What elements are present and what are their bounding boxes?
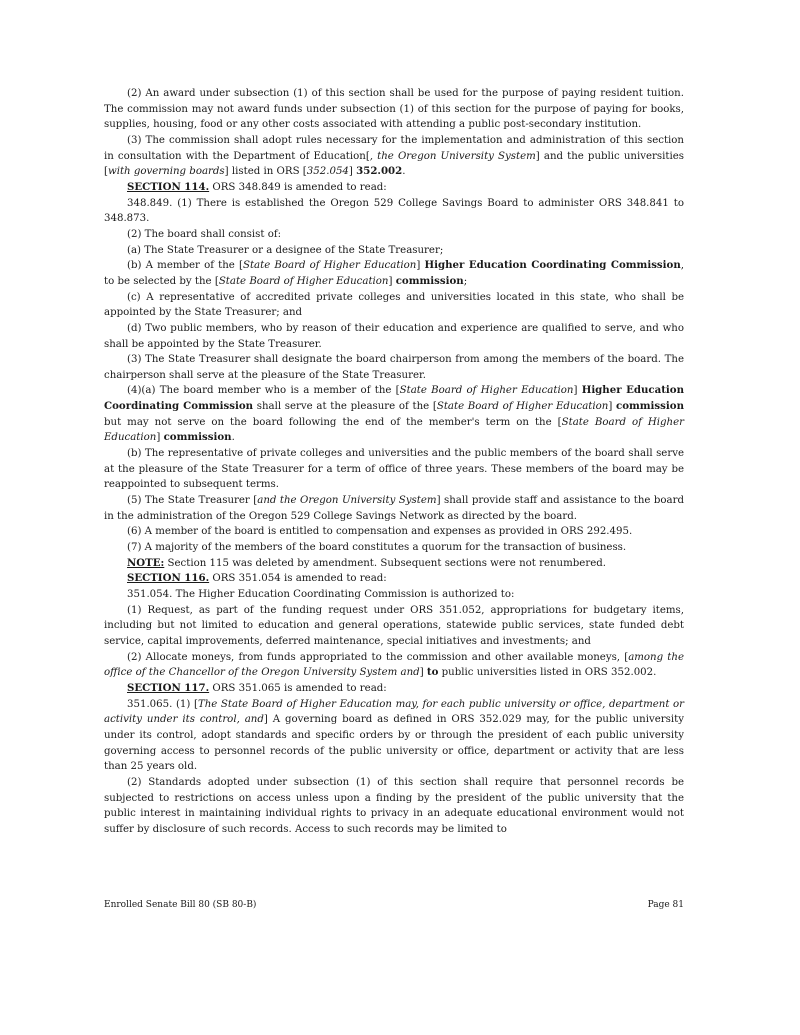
- deleted-text: State Board of Higher Education: [436, 401, 609, 413]
- text-run: (7) A majority of the members of the board constitutes a quorum for the transaction of business.: [127, 542, 627, 554]
- document-body: [104, 86, 684, 838]
- paragraph: [104, 258, 684, 289]
- paragraph: [104, 352, 684, 383]
- section-heading: SECTION 117.: [127, 681, 210, 694]
- text-run: ]: [348, 166, 357, 178]
- added-text: commission: [395, 274, 464, 287]
- paragraph: [104, 290, 684, 321]
- text-run: (2) An award under subsection (1) of this section shall be used for the purpose of paying resident tuition. The commission may not award funds under subsection (1) of this section for the purpose of paying for books, supplies, housing, food or any other costs associated with attending a public post-secondary institution.: [104, 88, 684, 131]
- added-text: commission: [616, 400, 684, 413]
- text-run: (1) Request, as part of the funding request under ORS 351.052, appropriations for budgetary items, including but not limited to education and general operations, statewide public services, state funded debt service, capital improvements, deferred maintenance, special initiatives and investments; and: [104, 604, 684, 647]
- deleted-text: State Board of Higher Education: [242, 260, 417, 272]
- text-run: ]: [573, 385, 582, 397]
- added-text: Higher Education Coordinating Commission: [424, 259, 681, 272]
- text-run: shall serve at the pleasure of the [: [253, 401, 437, 413]
- paragraph: [104, 681, 684, 697]
- text-run: .: [402, 166, 406, 178]
- deleted-text: , the Oregon University System: [369, 150, 536, 162]
- paragraph: [104, 524, 684, 540]
- paragraph: [104, 540, 684, 556]
- deleted-text: State Board of Higher Education: [104, 416, 684, 444]
- text-run: ORS 351.065 is amended to read:: [209, 682, 387, 694]
- paragraph: [104, 587, 684, 603]
- page-footer: [104, 900, 684, 910]
- paragraph: [104, 556, 684, 572]
- footer-bill-name: Enrolled Senate Bill 80 (SB 80-B): [104, 900, 257, 910]
- paragraph: [104, 650, 684, 681]
- text-run: (2) The board shall consist of:: [127, 228, 282, 240]
- text-run: , to be selected by the [: [104, 260, 684, 287]
- text-run: ]: [416, 260, 425, 272]
- paragraph: [104, 571, 684, 587]
- text-run: (2) Allocate moneys, from funds appropriated to the commission and other available moneys, [: [127, 651, 629, 663]
- text-run: .: [231, 432, 235, 444]
- paragraph: [104, 603, 684, 650]
- text-run: ] listed in ORS [: [224, 166, 307, 178]
- section-heading: SECTION 116.: [127, 572, 210, 585]
- section-heading: NOTE:: [127, 556, 165, 569]
- added-text: 352.002: [356, 165, 403, 178]
- paragraph: [104, 321, 684, 352]
- text-run: (6) A member of the board is entitled to compensation and expenses as provided in ORS 292.495.: [127, 526, 633, 538]
- text-run: 351.065. (1) [: [127, 698, 198, 710]
- deleted-text: with governing boards: [107, 166, 225, 178]
- deleted-text: among the office of the Chancellor of the Oregon University System and: [104, 651, 684, 679]
- text-run: 348.849. (1) There is established the Oregon 529 College Savings Board to administer ORS 348.841 to 348.873.: [104, 197, 684, 225]
- text-run: ]: [388, 275, 396, 287]
- text-run: ;: [463, 275, 468, 287]
- text-run: 351.054. The Higher Education Coordinating Commission is authorized to:: [127, 589, 515, 600]
- added-text: commission: [163, 431, 232, 444]
- text-run: (b) A member of the [: [127, 260, 243, 272]
- text-run: (c) A representative of accredited private colleges and universities located in this state, who shall be appointed by the State Treasurer; and: [104, 291, 684, 319]
- text-run: (3) The commission shall adopt rules necessary for the implementation and administration of this section in consultation with the Department of Education[: [104, 134, 684, 162]
- deleted-text: State Board of Higher Education: [399, 385, 574, 397]
- footer-page-number: Page 81: [647, 900, 684, 910]
- text-run: ] and the public universities [: [104, 150, 684, 178]
- text-run: but may not serve on the board following the end of the member's term on the [: [104, 416, 562, 428]
- text-run: ]: [608, 401, 616, 413]
- paragraph: [104, 383, 684, 446]
- paragraph: [104, 493, 684, 524]
- deleted-text: 352.054: [306, 166, 349, 178]
- text-run: (5) The State Treasurer [: [127, 495, 258, 507]
- paragraph: [104, 196, 684, 227]
- deleted-text: and the Oregon University System: [257, 495, 437, 507]
- paragraph: [104, 446, 684, 493]
- text-run: ]: [156, 432, 164, 444]
- text-run: ] shall provide staff and assistance to the board in the administration of the Oregon 529 College Savings Network as directed by the board.: [104, 495, 685, 522]
- text-run: (b) The representative of private colleges and universities and the public members of the board shall serve at the pleasure of the State Treasurer for a term of office of three years. These members of the board may be reappointed to subsequent terms.: [104, 448, 684, 491]
- text-run: ORS 348.849 is amended to read:: [209, 181, 387, 193]
- text-run: (d) Two public members, who by reason of their education and experience are qualified to serve, and who shall be appointed by the State Treasurer.: [104, 322, 684, 350]
- deleted-text: The State Board of Higher Education may, for each public university or office, department or activity under its control, and: [104, 698, 684, 726]
- added-text: to: [426, 666, 439, 679]
- text-run: (4)(a) The board member who is a member of the [: [127, 385, 400, 397]
- text-run: ORS 351.054 is amended to read:: [209, 573, 387, 585]
- paragraph: [104, 227, 684, 243]
- text-run: (3) The State Treasurer shall designate the board chairperson from among the members of the board. The chairperson shall serve at the pleasure of the State Treasurer.: [104, 354, 684, 381]
- paragraph: [104, 133, 684, 180]
- paragraph: [104, 243, 684, 259]
- paragraph: [104, 180, 684, 196]
- text-run: Section 115 was deleted by amendment. Subsequent sections were not renumbered.: [164, 557, 606, 569]
- paragraph: [104, 86, 684, 133]
- added-text: Higher Education Coordinating Commission: [104, 384, 685, 413]
- paragraph: [104, 697, 684, 775]
- section-heading: SECTION 114.: [127, 180, 210, 193]
- text-run: public universities listed in ORS 352.002.: [438, 667, 657, 679]
- text-run: (a) The State Treasurer or a designee of the State Treasurer;: [127, 244, 444, 256]
- deleted-text: State Board of Higher Education: [218, 275, 389, 287]
- text-run: ] A governing board as defined in ORS 352.029 may, for the public university under its control, adopt standards and specific orders by or through the president of each public university governing access to personnel records of the public university or office, department or activity that are less than 25 years old.: [104, 714, 684, 773]
- text-run: ]: [419, 667, 427, 679]
- text-run: (2) Standards adopted under subsection (1) of this section shall require that personnel records be subjected to restrictions on access unless upon a finding by the president of the public university that the public interest in maintaining individual rights to privacy in an adequate educational environment would not suffer by disclosure of such records. Access to such records may be limited to: [104, 776, 684, 835]
- paragraph: [104, 775, 684, 838]
